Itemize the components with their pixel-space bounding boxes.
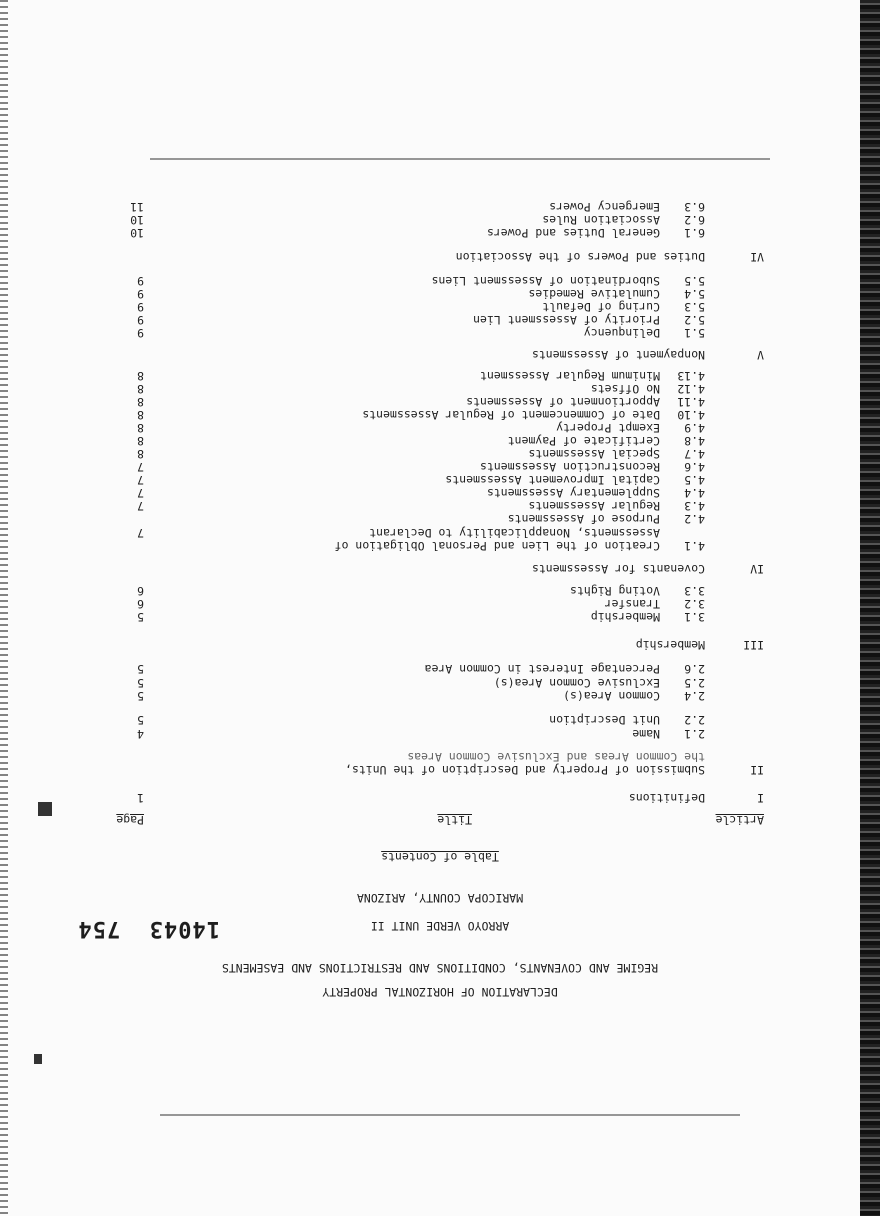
toc-section: 5.4 — [684, 287, 705, 301]
toc-title-text: Assessments, Nonapplicability to Declarant — [369, 526, 660, 540]
toc-article: IV — [750, 562, 764, 576]
toc-page: 8 — [137, 434, 144, 448]
toc-section: 4.8 — [684, 434, 705, 448]
toc-title: Table of Contents — [381, 850, 499, 864]
toc-title-text: No Offsets — [590, 382, 660, 396]
column-header-article: Article — [715, 813, 764, 827]
toc-page: 9 — [137, 326, 144, 340]
toc-page: 5 — [137, 662, 144, 676]
toc-page: 7 — [137, 473, 144, 487]
document-number: 14043 754 — [77, 916, 220, 941]
toc-title-text: Submission of Property and Description of the Units, — [344, 763, 705, 777]
toc-page: 11 — [130, 200, 144, 214]
toc-title-text: Curing of Default — [542, 300, 660, 314]
toc-page: 7 — [137, 460, 144, 474]
toc-title-text: Name — [632, 727, 660, 741]
toc-section: 4.3 — [684, 499, 705, 513]
toc-section: 4.7 — [684, 447, 705, 461]
toc-section: 5.2 — [684, 313, 705, 327]
toc-page: 5 — [137, 676, 144, 690]
toc-page: 7 — [137, 499, 144, 513]
toc-title-text: Exempt Property — [556, 421, 660, 435]
toc-title-text: Exclusive Common Area(s) — [493, 676, 660, 690]
toc-page: 5 — [137, 610, 144, 624]
toc-page: 1 — [137, 791, 144, 805]
toc-page: 9 — [137, 287, 144, 301]
toc-title-text: Unit Description — [549, 713, 660, 727]
toc-title-text: Apportionment of Assessments — [466, 395, 660, 409]
toc-title-text: Subordination of Assessment Liens — [431, 274, 660, 288]
toc-title-text: Transfer — [604, 597, 660, 611]
toc-page: 8 — [137, 421, 144, 435]
toc-section: 4.9 — [684, 421, 705, 435]
toc-title-text: Percentage Interest in Common Area — [424, 662, 660, 676]
toc-title-text: Covenants for Assessments — [531, 562, 705, 576]
toc-title-text: Nonpayment of Assessments — [531, 348, 705, 362]
toc-article: II — [750, 763, 764, 777]
toc-title-text: Supplementary Assessments — [486, 486, 660, 500]
toc-section: 4.13 — [677, 369, 705, 383]
toc-section: 6.3 — [684, 200, 705, 214]
toc-section: 3.1 — [684, 610, 705, 624]
toc-section: 4.6 — [684, 460, 705, 474]
toc-title-text: General Duties and Powers — [486, 226, 660, 240]
toc-title-text: Minimum Regular Assessment — [479, 369, 660, 383]
header-line-1: DECLARATION OF HORIZONTAL PROPERTY — [322, 985, 558, 999]
toc-page: 10 — [130, 213, 144, 227]
toc-title-text: the Common Areas and Exclusive Common Areas — [407, 750, 705, 764]
toc-page: 8 — [137, 408, 144, 422]
toc-title-text: Certificate of Payment — [507, 434, 660, 448]
toc-article: VI — [750, 250, 764, 264]
toc-section: 2.4 — [684, 689, 705, 703]
toc-page: 9 — [137, 313, 144, 327]
toc-article: III — [743, 638, 764, 652]
scan-rule-bottom — [150, 158, 770, 160]
toc-title-text: Creation of the Lien and Personal Obligation of — [334, 539, 660, 553]
toc-page: 9 — [137, 274, 144, 288]
scan-edge-light — [0, 0, 8, 1216]
toc-page: 5 — [137, 713, 144, 727]
scan-edge-dark — [860, 0, 880, 1216]
toc-section: 6.2 — [684, 213, 705, 227]
toc-title-text: Membership — [635, 638, 705, 652]
toc-title-text: Regular Assessments — [528, 499, 660, 513]
toc-page: 6 — [137, 584, 144, 598]
toc-page: 8 — [137, 395, 144, 409]
toc-title-text: Date of Commencement of Regular Assessments — [362, 408, 660, 422]
toc-page: 8 — [137, 369, 144, 383]
column-header-title: Title — [437, 813, 472, 827]
toc-section: 6.1 — [684, 226, 705, 240]
toc-page: 8 — [137, 447, 144, 461]
toc-page: 4 — [137, 727, 144, 741]
toc-article: V — [757, 348, 764, 362]
scan-mark — [38, 802, 52, 816]
toc-section: 4.1 — [684, 539, 705, 553]
toc-section: 2.6 — [684, 662, 705, 676]
toc-section: 4.12 — [677, 382, 705, 396]
toc-title-text: Priority of Assessment Lien — [473, 313, 660, 327]
toc-page: 7 — [137, 486, 144, 500]
toc-title-text: Common Area(s) — [563, 689, 660, 703]
toc-title-text: Duties and Powers of the Association — [455, 250, 705, 264]
toc-page: 6 — [137, 597, 144, 611]
header-line-2: REGIME AND COVENANTS, CONDITIONS AND RESTRICTIONS AND EASEMENTS — [221, 961, 659, 975]
header-line-4: MARICOPA COUNTY, ARIZONA — [356, 891, 524, 905]
toc-section: 2.2 — [684, 713, 705, 727]
toc-section: 3.2 — [684, 597, 705, 611]
toc-title-text: Reconstruction Assessments — [479, 460, 660, 474]
toc-section: 5.5 — [684, 274, 705, 288]
toc-page: 9 — [137, 300, 144, 314]
header-line-3: ARROYO VERDE UNIT II — [370, 919, 510, 933]
toc-title-text: Emergency Powers — [549, 200, 660, 214]
toc-title-text: Cumulative Remedies — [528, 287, 660, 301]
toc-article: I — [757, 791, 764, 805]
toc-page: 7 — [137, 526, 144, 540]
toc-title-text: Purpose of Assessments — [507, 512, 660, 526]
toc-title-text: Membership — [590, 610, 660, 624]
toc-section: 4.5 — [684, 473, 705, 487]
toc-section: 5.1 — [684, 326, 705, 340]
toc-title-text: Voting Rights — [569, 584, 660, 598]
toc-section: 4.4 — [684, 486, 705, 500]
toc-page: 8 — [137, 382, 144, 396]
toc-section: 2.5 — [684, 676, 705, 690]
toc-section: 4.10 — [677, 408, 705, 422]
toc-page: 5 — [137, 689, 144, 703]
toc-title-text: Capital Improvement Assessments — [445, 473, 660, 487]
toc-section: 3.3 — [684, 584, 705, 598]
toc-title-text: Delinquency — [583, 326, 660, 340]
toc-section: 4.2 — [684, 512, 705, 526]
toc-title-text: Association Rules — [542, 213, 660, 227]
toc-section: 2.1 — [684, 727, 705, 741]
scan-rule-top — [160, 1114, 740, 1116]
column-header-page: Page — [116, 813, 144, 827]
toc-title-text: Special Assessments — [528, 447, 660, 461]
toc-title-text: Definitions — [628, 791, 705, 805]
toc-section: 4.11 — [677, 395, 705, 409]
toc-section: 5.3 — [684, 300, 705, 314]
toc-page: 10 — [130, 226, 144, 240]
scan-mark — [34, 1054, 42, 1064]
